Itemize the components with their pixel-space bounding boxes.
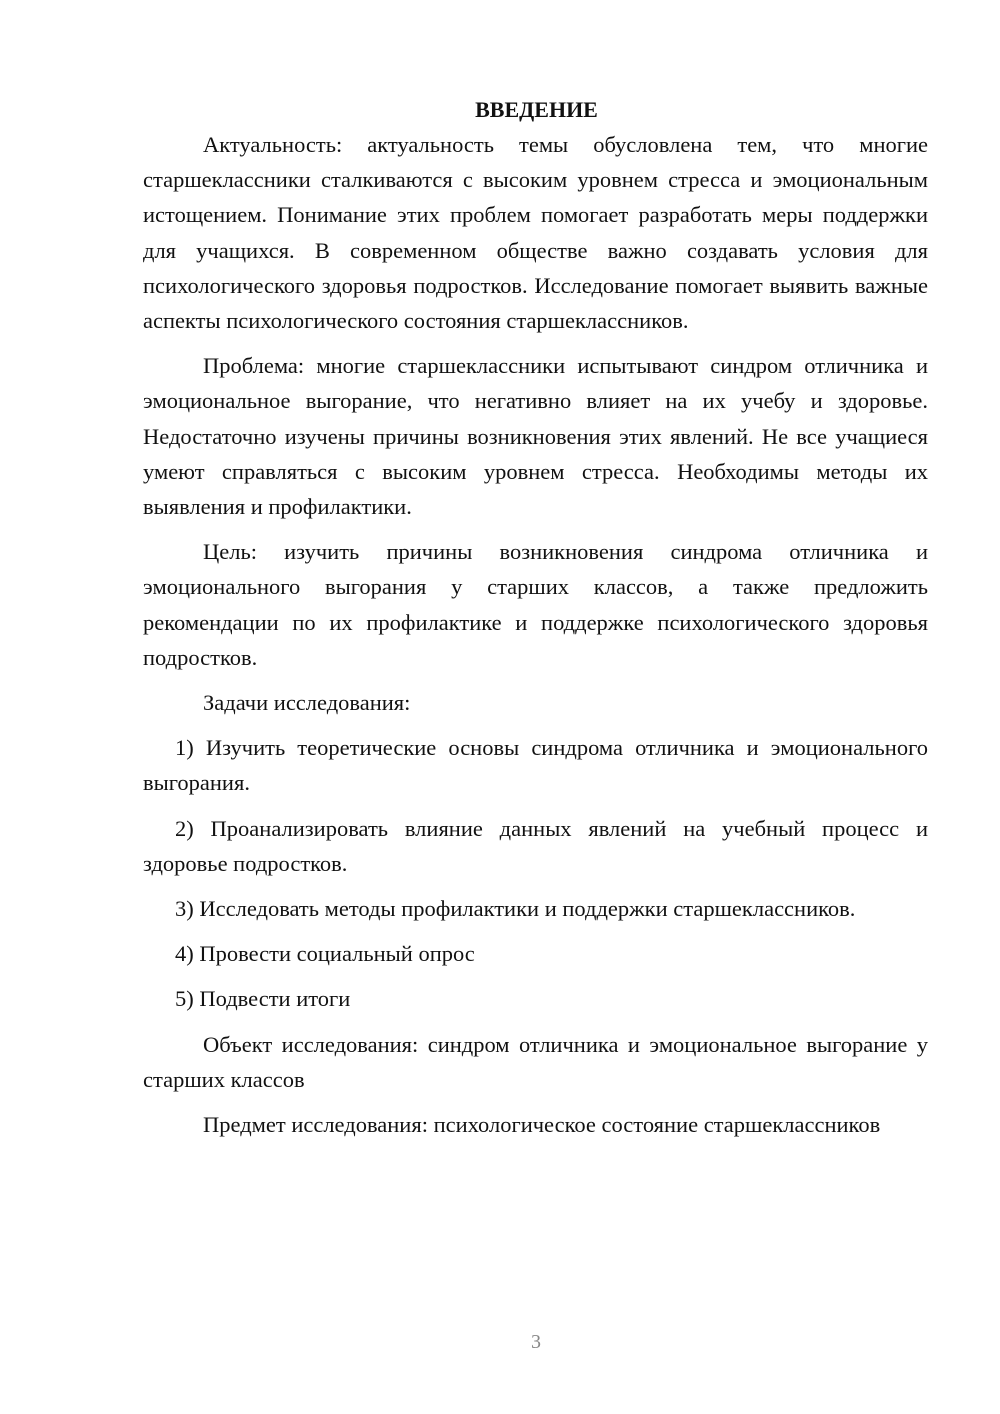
task-item-1: 1) Изучить теоретические основы синдрома отличника и эмоционального выгорания. (143, 735, 928, 796)
paragraph-goal: Цель: изучить причины возникновения синдрома отличника и эмоционального выгорания у старших классов, а также предложить рекомендации по их профилактике и поддержке психологического здоровья подростков. (143, 539, 928, 670)
page-title: ВВЕДЕНИЕ (475, 97, 598, 122)
task-item-5: 5) Подвести итоги (175, 986, 351, 1012)
task-item-4: 4) Провести социальный опрос (175, 941, 475, 967)
page-content (143, 92, 928, 1152)
paragraph-object: Объект исследования: синдром отличника и эмоциональное выгорание у старших классов (143, 1031, 928, 1092)
paragraph-problem: Проблема: многие старшеклассники испытывают синдром отличника и эмоциональное выгорание, что негативно влияет на их учебу и здоровье. Недостаточно изучены причины возникновения этих явлений. Не все учащиеся умеют справляться с высоким уровнем стресса. Необходимы методы их выявления и профилактики. (143, 353, 928, 520)
paragraph-subject: Предмет исследования: психологическое состояние старшеклассников (203, 1112, 881, 1138)
page-number: 3 (531, 1331, 541, 1353)
paragraph-relevance: Актуальность: актуальность темы обусловлена тем, что многие старшеклассники сталкиваются с высоким уровнем стресса и эмоциональным истощением. Понимание этих проблем помогает разработать меры поддержки для учащихся. В современном обществе важно создавать условия для психологического здоровья подростков. Исследование помогает выявить важные аспекты психологического состояния старшеклассников. (143, 132, 928, 334)
task-item-2: 2) Проанализировать влияние данных явлений на учебный процесс и здоровье подростков. (143, 815, 928, 876)
tasks-heading: Задачи исследования: (203, 690, 411, 716)
task-item-3: 3) Исследовать методы профилактики и поддержки старшеклассников. (175, 896, 856, 922)
